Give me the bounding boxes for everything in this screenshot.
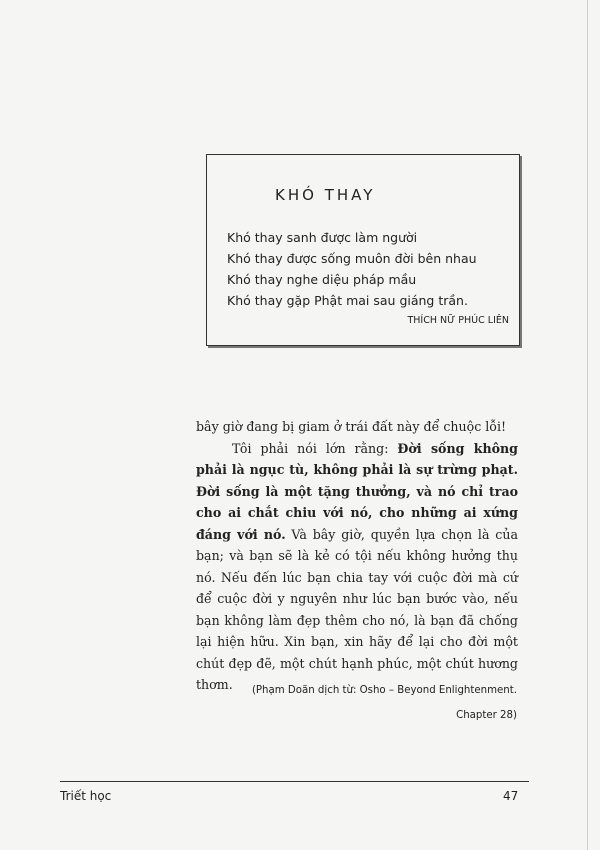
citation bbox=[252, 678, 517, 728]
paragraph-rest: Và bây giờ, quyền lựa chọn là của bạn; và bạn sẽ là kẻ có tội nếu không hưởng thụ nó. Nếu đến lúc bạn chia tay với cuộc đời mà cứ để cuộc đời y nguyên như lúc bạn bước vào, nếu bạn không làm đẹp thêm cho nó, là bạn đã chống lại hiện hữu. Xin bạn, xin hãy để lại cho đời một chút đẹp đẽ, một chút hạnh phúc, một chút hương thơm. bbox=[196, 526, 518, 692]
page-number: 47 bbox=[503, 789, 519, 803]
poem-line: Khó thay gặp Phật mai sau giáng trần. bbox=[227, 293, 468, 308]
main-paragraph bbox=[196, 438, 518, 696]
footer-section-label: Triết học bbox=[60, 789, 112, 803]
poem-title: KHÓ THAY bbox=[275, 186, 376, 204]
page-edge-line bbox=[587, 0, 588, 850]
opening-line: bây giờ đang bị giam ở trái đất này để chuộc lỗi! bbox=[196, 419, 507, 434]
poem-line: Khó thay nghe diệu pháp mầu bbox=[227, 272, 417, 287]
citation-line: Chapter 28) bbox=[456, 710, 517, 721]
footer-rule bbox=[60, 781, 529, 782]
citation-line: (Phạm Doãn dịch từ: Osho – Beyond Enlightenment. bbox=[251, 685, 517, 696]
poem-box bbox=[206, 154, 520, 346]
poem-line: Khó thay sanh được làm người bbox=[227, 230, 418, 245]
paragraph-intro: Tôi phải nói lớn rằng: bbox=[232, 440, 398, 456]
poem-line: Khó thay được sống muôn đời bên nhau bbox=[227, 251, 477, 266]
body-text bbox=[196, 416, 518, 696]
poem-lines bbox=[227, 227, 477, 311]
bold-statement: Đời sống không phải là ngục tù, không phải là sự trừng phạt. Đời sống là một tặng thưởng, và nó chỉ trao cho ai chắt chiu với nó, cho những ai xứng đáng với nó. bbox=[196, 440, 518, 542]
poem-author: THÍCH NỮ PHÚC LIÊN bbox=[407, 315, 509, 326]
